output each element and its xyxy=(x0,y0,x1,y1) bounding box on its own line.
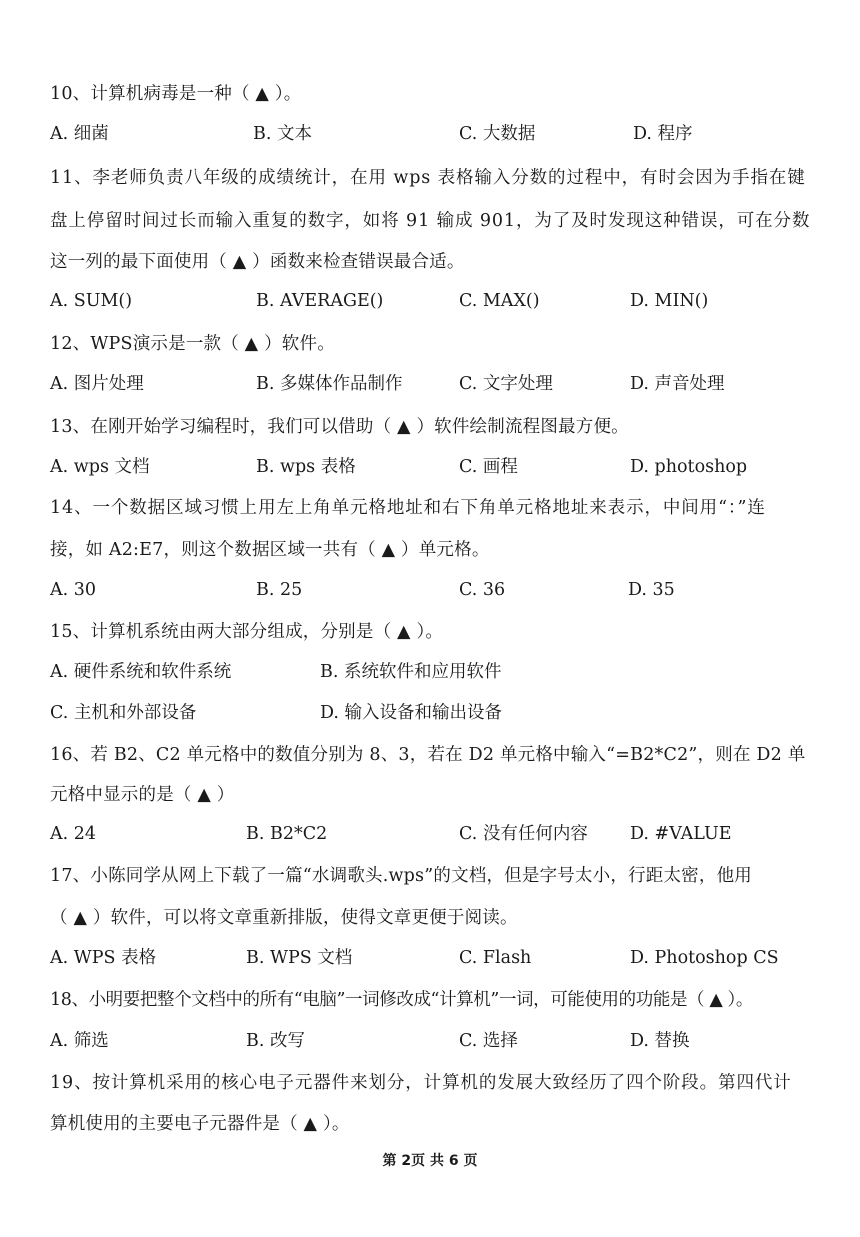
option-d: D. 输入设备和输出设备 xyxy=(320,703,503,723)
question-17-line-2: （ ▲ ）软件，可以将文章重新排版，使得文章更便于阅读。 xyxy=(50,908,518,928)
option-c: C. Flash xyxy=(459,948,532,968)
question-13-line-1: 13、在刚开始学习编程时，我们可以借助（ ▲ ）软件绘制流程图最方便。 xyxy=(50,417,629,437)
option-c: C. 画程 xyxy=(459,457,518,477)
question-15-options-row-1 xyxy=(50,660,850,684)
question-11-options xyxy=(50,289,850,313)
option-c: C. 主机和外部设备 xyxy=(50,703,197,723)
option-c: C. 选择 xyxy=(459,1031,518,1051)
option-b: B. 系统软件和应用软件 xyxy=(320,662,502,682)
question-17-line-1: 17、小陈同学从网上下载了一篇“水调歌头.wps”的文档，但是字号太小，行距太密，他用 xyxy=(50,866,752,886)
question-10-options xyxy=(50,122,850,146)
option-c: C. 文字处理 xyxy=(459,374,553,394)
question-17-options xyxy=(50,946,850,970)
question-11-line-3: 这一列的最下面使用（ ▲ ）函数来检查错误最合适。 xyxy=(50,252,465,272)
question-13-options xyxy=(50,455,850,479)
option-d: D. 替换 xyxy=(630,1031,690,1051)
question-15-options-row-2 xyxy=(50,701,850,725)
question-16-line-2: 元格中显示的是（ ▲ ） xyxy=(50,785,235,805)
question-18-line-1: 18、小明要把整个文档中的所有“电脑”一词修改成“计算机”一词，可能使用的功能是（ ▲ ）。 xyxy=(50,990,753,1010)
question-14-line-1: 14、一个数据区域习惯上用左上角单元格地址和右下角单元格地址来表示，中间用“：”连 xyxy=(50,498,766,518)
option-b: B. 改写 xyxy=(246,1031,305,1051)
option-d: D. 程序 xyxy=(633,124,693,144)
option-a: A. WPS 表格 xyxy=(50,948,157,968)
page-footer: 第 2页 共 6 页 xyxy=(382,1153,478,1169)
option-a: A. SUM() xyxy=(50,291,133,311)
question-16-line-1: 16、若 B2、C2 单元格中的数值分别为 8、3，若在 D2 单元格中输入“=B2*C2”，则在 D2 单 xyxy=(50,745,806,765)
question-10-line-1: 10、计算机病毒是一种（ ▲ ）。 xyxy=(50,84,302,104)
option-d: D. Photoshop CS xyxy=(630,948,779,968)
option-b: B. wps 表格 xyxy=(256,457,356,477)
option-d: D. 声音处理 xyxy=(630,374,725,394)
option-d: D. photoshop xyxy=(630,457,748,477)
option-b: B. 文本 xyxy=(253,124,312,144)
question-14-line-2: 接，如 A2:E7，则这个数据区域一共有（ ▲ ）单元格。 xyxy=(50,540,490,560)
option-a: A. 24 xyxy=(50,824,97,844)
question-11-line-2: 盘上停留时间过长而输入重复的数字，如将 91 输成 901，为了及时发现这种错误，可在分数 xyxy=(50,211,811,231)
option-c: C. MAX() xyxy=(459,291,540,311)
option-b: B. 多媒体作品制作 xyxy=(256,374,403,394)
question-19-line-1: 19、按计算机采用的核心电子元器件来划分，计算机的发展大致经历了四个阶段。第四代计 xyxy=(50,1073,792,1093)
option-a: A. 硬件系统和软件系统 xyxy=(50,662,232,682)
option-d: D. MIN() xyxy=(630,291,709,311)
option-b: B. 25 xyxy=(256,580,303,600)
option-c: C. 36 xyxy=(459,580,506,600)
option-d: D. 35 xyxy=(628,580,675,600)
question-16-options xyxy=(50,822,850,846)
question-12-options xyxy=(50,372,850,396)
option-b: B. B2*C2 xyxy=(246,824,328,844)
question-18-options xyxy=(50,1029,850,1053)
option-b: B. AVERAGE() xyxy=(256,291,384,311)
option-a: A. 细菌 xyxy=(50,124,109,144)
option-a: A. 图片处理 xyxy=(50,374,144,394)
question-14-options xyxy=(50,578,850,602)
question-15-line-1: 15、计算机系统由两大部分组成，分别是（ ▲ ）。 xyxy=(50,622,444,642)
option-c: C. 大数据 xyxy=(459,124,536,144)
option-c: C. 没有任何内容 xyxy=(459,824,588,844)
question-19-line-2: 算机使用的主要电子元器件是（ ▲ ）。 xyxy=(50,1114,350,1134)
option-a: A. 筛选 xyxy=(50,1031,109,1051)
option-a: A. 30 xyxy=(50,580,97,600)
option-a: A. wps 文档 xyxy=(50,457,150,477)
question-12-line-1: 12、WPS演示是一款（ ▲ ）软件。 xyxy=(50,334,335,354)
option-d: D. #VALUE xyxy=(630,824,732,844)
option-b: B. WPS 文档 xyxy=(246,948,353,968)
question-11-line-1: 11、李老师负责八年级的成绩统计，在用 wps 表格输入分数的过程中，有时会因为手指在键 xyxy=(50,168,806,188)
